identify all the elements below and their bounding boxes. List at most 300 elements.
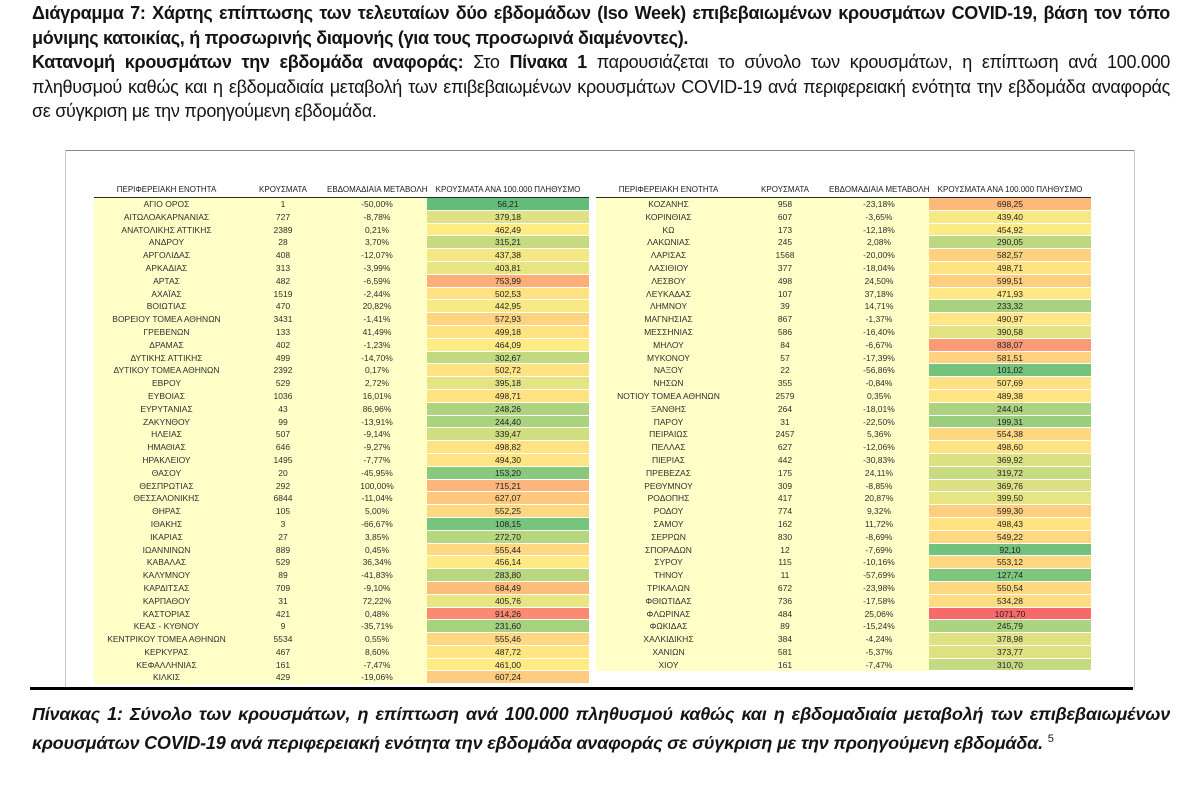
column-header-incidence: ΚΡΟΥΣΜΑΤΑ ΑΝΑ 100.000 ΠΛΗΘΥΣΜΟ [435,185,581,194]
cell-name: ΡΟΔΟΥ [596,505,741,518]
table-row [94,633,589,646]
cell-change: -19,06% [327,671,427,684]
table-row [94,364,589,377]
cell-incidence: 581,51 [929,352,1091,365]
cell-incidence: 153,20 [427,467,589,480]
cell-name: ΞΑΝΘΗΣ [596,403,741,416]
cell-change: -35,71% [327,620,427,633]
cell-name: ΚΕΦΑΛΛΗΝΙΑΣ [94,659,239,672]
table-body-right [596,198,1091,671]
table-row [94,544,589,557]
cell-incidence: 403,81 [427,262,589,275]
cell-cases: 1036 [239,390,327,403]
cell-cases: 89 [741,620,829,633]
cell-change: -18,01% [829,403,929,416]
cell-incidence: 627,07 [427,492,589,505]
cell-change: 11,72% [829,518,929,531]
table-row [94,441,589,454]
cell-change: -17,39% [829,352,929,365]
cell-cases: 529 [239,556,327,569]
cell-name: ΗΡΑΚΛΕΙΟΥ [94,454,239,467]
cell-change: 5,36% [829,428,929,441]
cell-cases: 105 [239,505,327,518]
cell-cases: 5534 [239,633,327,646]
figure-title [32,1,1170,50]
table-row [94,198,589,211]
cell-incidence: 390,58 [929,326,1091,339]
cell-cases: 39 [741,300,829,313]
cell-name: ΤΡΙΚΑΛΩΝ [596,582,741,595]
cell-name: ΑΙΤΩΛΟΑΚΑΡΝΑΝΙΑΣ [94,211,239,224]
cell-name: ΑΡΚΑΔΙΑΣ [94,262,239,275]
cell-incidence: 339,47 [427,428,589,441]
cell-name: ΦΩΚΙΔΑΣ [596,620,741,633]
column-header-region: ΠΕΡΙΦΕΡΕΙΑΚΗ ΕΝΟΤΗΤΑ [116,185,217,194]
cell-cases: 889 [239,544,327,557]
cell-incidence: 599,30 [929,505,1091,518]
table-body-left [94,198,589,684]
cell-name: ΗΛΕΙΑΣ [94,428,239,441]
cell-incidence: 753,99 [427,275,589,288]
cell-change: -30,83% [829,454,929,467]
cell-name: ΣΠΟΡΑΔΩΝ [596,544,741,557]
cell-name: ΦΛΩΡΙΝΑΣ [596,608,741,621]
table-row [596,531,1091,544]
table-row [94,608,589,621]
cell-change: -22,50% [829,416,929,429]
cell-cases: 402 [239,339,327,352]
table-row [596,364,1091,377]
cell-cases: 417 [741,492,829,505]
figure-title-text: Διάγραμμα 7: Χάρτης επίπτωσης των τελευταίων δύο εβδομάδων (Iso Week) επιβεβαιωμένων κρουσμάτων COVID-19, βάση τον τόπο μόνιμης κατοικίας, ή προσωρινής διαμονής (για τους προσωρινά διαμένοντες). [32,3,1170,48]
intro-paragraph [32,50,1170,124]
table-row [94,313,589,326]
table-row [596,659,1091,672]
cell-incidence: 489,38 [929,390,1091,403]
regional-table-right [596,183,1091,671]
cell-name: ΠΕΙΡΑΙΩΣ [596,428,741,441]
cell-cases: 1568 [741,249,829,262]
cell-change: 100,00% [327,480,427,493]
table-row [94,300,589,313]
cell-name: ΛΑΚΩΝΙΑΣ [596,236,741,249]
cell-name: ΣΥΡΟΥ [596,556,741,569]
cell-cases: 482 [239,275,327,288]
cell-change: -3,65% [829,211,929,224]
cell-change: -9,14% [327,428,427,441]
cell-cases: 99 [239,416,327,429]
cell-cases: 867 [741,313,829,326]
cell-name: ΛΑΡΙΣΑΣ [596,249,741,262]
cell-change: 86,96% [327,403,427,416]
cell-change: 5,00% [327,505,427,518]
table-row [596,275,1091,288]
table-row [94,582,589,595]
cell-incidence: 272,70 [427,531,589,544]
cell-change: 24,11% [829,467,929,480]
cell-name: ΘΕΣΠΡΩΤΙΑΣ [94,480,239,493]
cell-incidence: 442,95 [427,300,589,313]
cell-incidence: 555,44 [427,544,589,557]
cell-name: ΣΕΡΡΩΝ [596,531,741,544]
cell-cases: 774 [741,505,829,518]
table-row [596,288,1091,301]
cell-change: 0,21% [327,224,427,237]
table-row [94,531,589,544]
cell-incidence: 405,76 [427,595,589,608]
cell-incidence: 715,21 [427,480,589,493]
cell-incidence: 456,14 [427,556,589,569]
cell-name: ΙΩΑΝΝΙΝΩΝ [94,544,239,557]
cell-name: ΧΑΝΙΩΝ [596,646,741,659]
table-row [596,262,1091,275]
table-row [94,377,589,390]
table-row [596,300,1091,313]
cell-change: -7,47% [327,659,427,672]
cell-incidence: 245,79 [929,620,1091,633]
cell-cases: 2389 [239,224,327,237]
cell-change: -10,16% [829,556,929,569]
cell-incidence: 1071,70 [929,608,1091,621]
cell-name: ΕΒΡΟΥ [94,377,239,390]
cell-name: ΝΗΣΩΝ [596,377,741,390]
cell-change: 16,01% [327,390,427,403]
cell-cases: 529 [239,377,327,390]
cell-change: 3,85% [327,531,427,544]
cell-incidence: 552,25 [427,505,589,518]
cell-name: ΚΕΑΣ - ΚΥΘΝΟΥ [94,620,239,633]
table-row [596,492,1091,505]
cell-cases: 958 [741,198,829,211]
cell-incidence: 684,49 [427,582,589,595]
cell-incidence: 56,21 [427,198,589,211]
cell-cases: 507 [239,428,327,441]
cell-cases: 173 [741,224,829,237]
table-row [94,275,589,288]
cell-name: ΑΡΓΟΛΙΔΑΣ [94,249,239,262]
cell-cases: 607 [741,211,829,224]
cell-name: ΑΧΑΪΑΣ [94,288,239,301]
cell-name: ΑΡΤΑΣ [94,275,239,288]
cell-incidence: 108,15 [427,518,589,531]
cell-cases: 498 [741,275,829,288]
cell-incidence: 471,93 [929,288,1091,301]
cell-name: ΕΥΒΟΙΑΣ [94,390,239,403]
cell-change: -16,40% [829,326,929,339]
cell-change: 3,70% [327,236,427,249]
cell-cases: 408 [239,249,327,262]
cell-incidence: 454,92 [929,224,1091,237]
cell-cases: 22 [741,364,829,377]
cell-name: ΚΕΡΚΥΡΑΣ [94,646,239,659]
cell-cases: 442 [741,454,829,467]
cell-cases: 499 [239,352,327,365]
cell-name: ΡΟΔΟΠΗΣ [596,492,741,505]
cell-change: -8,85% [829,480,929,493]
cell-change: 8,60% [327,646,427,659]
cell-name: ΠΕΛΛΑΣ [596,441,741,454]
cell-cases: 709 [239,582,327,595]
cell-change: -50,00% [327,198,427,211]
cell-name: ΒΟΡΕΙΟΥ ΤΟΜΕΑ ΑΘΗΝΩΝ [94,313,239,326]
cell-incidence: 248,26 [427,403,589,416]
cell-incidence: 315,21 [427,236,589,249]
cell-name: ΦΘΙΩΤΙΔΑΣ [596,595,741,608]
cell-change: 25,06% [829,608,929,621]
cell-change: -1,23% [327,339,427,352]
table-row [596,416,1091,429]
cell-incidence: 199,31 [929,416,1091,429]
table-row [596,454,1091,467]
cell-name: ΑΝΑΤΟΛΙΚΗΣ ΑΤΤΙΚΗΣ [94,224,239,237]
cell-name: ΜΕΣΣΗΝΙΑΣ [596,326,741,339]
table-row [94,428,589,441]
cell-name: ΘΑΣΟΥ [94,467,239,480]
table-row [94,454,589,467]
cell-incidence: 698,25 [929,198,1091,211]
cell-name: ΚΑΣΤΟΡΙΑΣ [94,608,239,621]
table-row [596,556,1091,569]
table-row [94,518,589,531]
cell-name: ΑΓΙΟ ΟΡΟΣ [94,198,239,211]
cell-name: ΣΑΜΟΥ [596,518,741,531]
table-row [596,646,1091,659]
cell-name: ΛΑΣΙΘΙΟΥ [596,262,741,275]
cell-cases: 89 [239,569,327,582]
cell-cases: 309 [741,480,829,493]
cell-incidence: 127,74 [929,569,1091,582]
cell-change: 9,32% [829,505,929,518]
cell-name: ΧΑΛΚΙΔΙΚΗΣ [596,633,741,646]
cell-incidence: 319,72 [929,467,1091,480]
cell-change: -9,10% [327,582,427,595]
cell-cases: 470 [239,300,327,313]
footnote-marker: 5 [1047,733,1054,745]
cell-change: -6,67% [829,339,929,352]
cell-incidence: 914,26 [427,608,589,621]
cell-change: -18,04% [829,262,929,275]
cell-change: -56,86% [829,364,929,377]
cell-name: ΖΑΚΥΝΘΟΥ [94,416,239,429]
cell-cases: 31 [239,595,327,608]
cell-change: -23,98% [829,582,929,595]
cell-name: ΚΙΛΚΙΣ [94,671,239,684]
cell-change: -20,00% [829,249,929,262]
cell-name: ΠΙΕΡΙΑΣ [596,454,741,467]
cell-incidence: 494,30 [427,454,589,467]
table-row [94,262,589,275]
table-row [596,249,1091,262]
table-row [596,633,1091,646]
cell-cases: 2457 [741,428,829,441]
cell-change: -2,44% [327,288,427,301]
cell-name: ΘΗΡΑΣ [94,505,239,518]
cell-cases: 27 [239,531,327,544]
cell-incidence: 582,57 [929,249,1091,262]
cell-cases: 627 [741,441,829,454]
cell-change: -6,59% [327,275,427,288]
cell-cases: 12 [741,544,829,557]
cell-cases: 43 [239,403,327,416]
cell-name: ΛΗΜΝΟΥ [596,300,741,313]
table-row [94,224,589,237]
table-row [94,620,589,633]
cell-name: ΚΑΡΔΙΤΣΑΣ [94,582,239,595]
cell-change: -12,07% [327,249,427,262]
table-header-row [94,183,589,198]
cell-change: 24,50% [829,275,929,288]
cell-change: -8,78% [327,211,427,224]
cell-name: ΚΟΡΙΝΘΙΑΣ [596,211,741,224]
column-header-weekly-change: ΕΒΔΟΜΑΔΙΑΙΑ ΜΕΤΑΒΟΛΗ [327,185,427,194]
cell-name: ΕΥΡΥΤΑΝΙΑΣ [94,403,239,416]
cell-change: -4,24% [829,633,929,646]
cell-incidence: 464,09 [427,339,589,352]
cell-change: -5,37% [829,646,929,659]
cell-incidence: 283,80 [427,569,589,582]
cell-incidence: 487,72 [427,646,589,659]
table-row [596,236,1091,249]
table-row [94,339,589,352]
table-row [596,608,1091,621]
cell-change: -15,24% [829,620,929,633]
cell-change: -14,70% [327,352,427,365]
table-row [596,211,1091,224]
cell-cases: 646 [239,441,327,454]
table-row [596,518,1091,531]
cell-incidence: 498,60 [929,441,1091,454]
cell-name: ΙΘΑΚΗΣ [94,518,239,531]
cell-name: ΘΕΣΣΑΛΟΝΙΚΗΣ [94,492,239,505]
table-row [94,595,589,608]
cell-change: -66,67% [327,518,427,531]
cell-incidence: 399,50 [929,492,1091,505]
cell-change: 0,55% [327,633,427,646]
cell-cases: 161 [741,659,829,672]
table-row [596,595,1091,608]
cell-incidence: 437,38 [427,249,589,262]
cell-incidence: 549,22 [929,531,1091,544]
cell-incidence: 302,67 [427,352,589,365]
table-row [94,288,589,301]
table-row [94,416,589,429]
table-row [94,326,589,339]
cell-incidence: 310,70 [929,659,1091,672]
table-row [94,671,589,684]
cell-name: ΧΙΟΥ [596,659,741,672]
cell-cases: 586 [741,326,829,339]
cell-change: -7,77% [327,454,427,467]
cell-cases: 429 [239,671,327,684]
regional-table-left [94,183,589,684]
table-row [94,390,589,403]
cell-incidence: 373,77 [929,646,1091,659]
cell-change: 36,34% [327,556,427,569]
cell-change: -12,06% [829,441,929,454]
cell-name: ΓΡΕΒΕΝΩΝ [94,326,239,339]
cell-incidence: 554,38 [929,428,1091,441]
table-row [596,377,1091,390]
cell-cases: 292 [239,480,327,493]
table-row [94,236,589,249]
cell-incidence: 462,49 [427,224,589,237]
cell-name: ΜΗΛΟΥ [596,339,741,352]
cell-change: -57,69% [829,569,929,582]
table-header-row [596,183,1091,198]
cell-name: ΒΟΙΩΤΙΑΣ [94,300,239,313]
table-row [596,441,1091,454]
table-row [596,339,1091,352]
cell-cases: 264 [741,403,829,416]
table-row [94,467,589,480]
cell-change: -7,69% [829,544,929,557]
cell-cases: 581 [741,646,829,659]
cell-name: ΔΡΑΜΑΣ [94,339,239,352]
cell-change: -0,84% [829,377,929,390]
cell-cases: 2579 [741,390,829,403]
cell-name: ΝΑΞΟΥ [596,364,741,377]
cell-incidence: 92,10 [929,544,1091,557]
cell-incidence: 572,93 [427,313,589,326]
table-row [596,224,1091,237]
column-header-incidence: ΚΡΟΥΣΜΑΤΑ ΑΝΑ 100.000 ΠΛΗΘΥΣΜΟ [937,185,1083,194]
cell-name: ΜΥΚΟΝΟΥ [596,352,741,365]
cell-incidence: 101,02 [929,364,1091,377]
cell-cases: 57 [741,352,829,365]
cell-change: -9,27% [327,441,427,454]
cell-incidence: 502,53 [427,288,589,301]
caption-text: Σύνολο των κρουσμάτων, η επίπτωση ανά 100.000 πληθυσμού καθώς και η εβδομαδιαία μεταβολή των επιβεβαιωμένων κρουσμάτων COVID-19 ανά περιφερειακή ενότητα την εβδομάδα αναφοράς σε σύγκριση με την προηγούμενη εβδομάδα. [32,704,1170,753]
cell-cases: 3431 [239,313,327,326]
cell-name: ΚΟΖΑΝΗΣ [596,198,741,211]
cell-incidence: 244,04 [929,403,1091,416]
caption-lead: Πίνακας 1: [32,704,123,724]
cell-change: 37,18% [829,288,929,301]
cell-cases: 31 [741,416,829,429]
table-row [94,492,589,505]
cell-name: ΠΑΡΟΥ [596,416,741,429]
cell-change: 2,72% [327,377,427,390]
cell-cases: 467 [239,646,327,659]
cell-cases: 11 [741,569,829,582]
cell-incidence: 290,05 [929,236,1091,249]
cell-change: -12,18% [829,224,929,237]
cell-incidence: 534,28 [929,595,1091,608]
table-row [94,556,589,569]
cell-name: ΚΑΛΥΜΝΟΥ [94,569,239,582]
cell-incidence: 498,82 [427,441,589,454]
column-header-cases: ΚΡΟΥΣΜΑΤΑ [259,185,307,194]
cell-change: 0,35% [829,390,929,403]
table-reference: Πίνακα 1 [509,52,587,73]
column-header-weekly-change: ΕΒΔΟΜΑΔΙΑΙΑ ΜΕΤΑΒΟΛΗ [829,185,929,194]
cell-name: ΠΡΕΒΕΖΑΣ [596,467,741,480]
cell-name: ΛΕΥΚΑΔΑΣ [596,288,741,301]
table-caption [32,702,1170,756]
cell-incidence: 379,18 [427,211,589,224]
cell-incidence: 553,12 [929,556,1091,569]
cell-incidence: 498,71 [929,262,1091,275]
cell-change: -1,41% [327,313,427,326]
table-row [596,313,1091,326]
cell-cases: 133 [239,326,327,339]
cell-incidence: 498,43 [929,518,1091,531]
cell-cases: 9 [239,620,327,633]
cell-change: -11,04% [327,492,427,505]
report-header [32,1,1170,124]
cell-change: -17,58% [829,595,929,608]
cell-change: -45,95% [327,467,427,480]
